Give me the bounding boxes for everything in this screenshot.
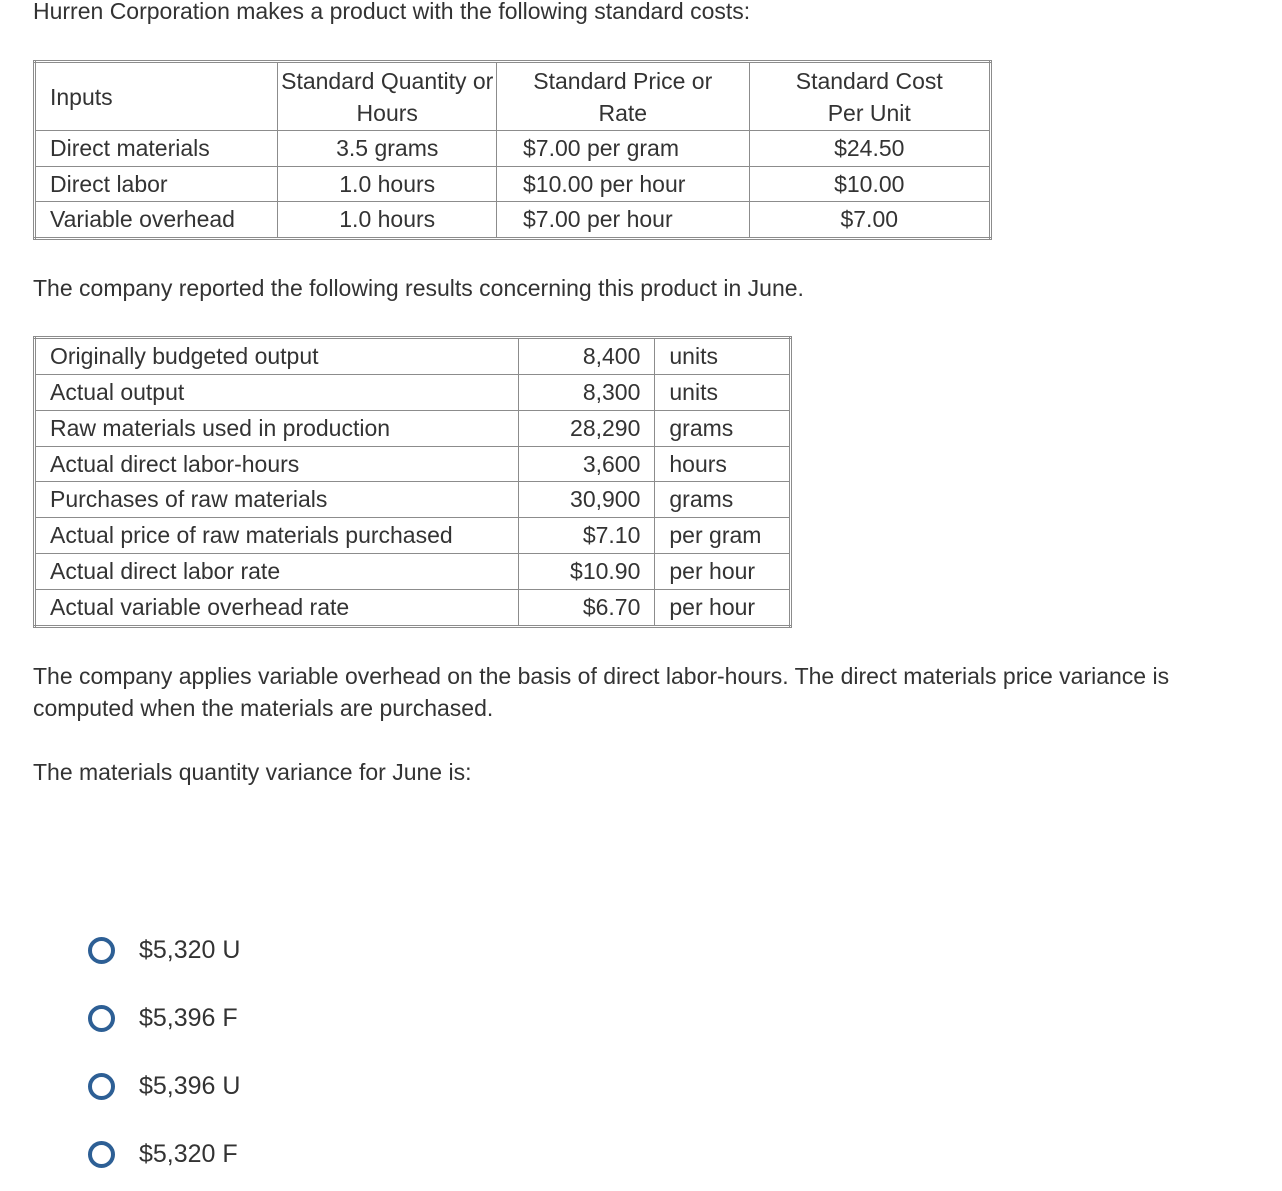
header-standard-price bbox=[497, 62, 750, 131]
result-unit: per hour bbox=[655, 554, 791, 590]
result-label: Actual output bbox=[35, 374, 519, 410]
answer-option-label: $5,320 U bbox=[139, 935, 241, 964]
price-cell: $7.00 per hour bbox=[497, 202, 750, 239]
table-row bbox=[35, 518, 791, 554]
table-row bbox=[35, 374, 791, 410]
result-label: Actual variable overhead rate bbox=[35, 590, 519, 627]
result-amount: 8,400 bbox=[519, 338, 655, 375]
result-amount: $7.10 bbox=[519, 518, 655, 554]
result-unit: grams bbox=[655, 482, 791, 518]
result-unit: hours bbox=[655, 446, 791, 482]
result-unit: units bbox=[655, 338, 791, 375]
header-standard-price-line2: Rate bbox=[598, 99, 648, 126]
header-inputs: Inputs bbox=[35, 62, 278, 131]
result-label: Raw materials used in production bbox=[35, 410, 519, 446]
header-standard-quantity bbox=[278, 62, 497, 131]
table-row bbox=[35, 446, 791, 482]
header-standard-cost-line1: Standard Cost bbox=[795, 67, 943, 94]
answer-option-label: $5,396 U bbox=[139, 1071, 241, 1100]
result-label: Purchases of raw materials bbox=[35, 482, 519, 518]
table-row bbox=[35, 131, 991, 167]
header-standard-quantity-line1: Standard Quantity or bbox=[281, 67, 494, 94]
header-standard-price-line1: Standard Price or bbox=[533, 67, 713, 94]
table-row bbox=[35, 410, 791, 446]
table-row bbox=[35, 338, 791, 375]
table-row bbox=[35, 166, 991, 202]
cost-cell: $7.00 bbox=[749, 202, 990, 239]
table-row bbox=[35, 202, 991, 239]
price-cell: $10.00 per hour bbox=[497, 166, 750, 202]
header-standard-quantity-line2: Hours bbox=[356, 99, 418, 126]
standard-costs-table bbox=[33, 60, 992, 240]
cost-cell: $24.50 bbox=[749, 131, 990, 167]
question-text: The materials quantity variance for June is: bbox=[33, 759, 472, 785]
input-name-cell: Variable overhead bbox=[35, 202, 278, 239]
answer-option-4[interactable] bbox=[86, 1134, 238, 1174]
answer-option-label: $5,320 F bbox=[139, 1139, 238, 1168]
quantity-cell: 1.0 hours bbox=[278, 202, 497, 239]
answer-option-2[interactable] bbox=[86, 998, 238, 1038]
radio-button-icon[interactable] bbox=[88, 1073, 115, 1100]
header-standard-cost bbox=[749, 62, 990, 131]
header-standard-cost-line2: Per Unit bbox=[827, 99, 911, 126]
result-amount: $6.70 bbox=[519, 590, 655, 627]
results-intro-text: The company reported the following results concerning this product in June. bbox=[33, 275, 804, 301]
result-unit: per gram bbox=[655, 518, 791, 554]
table-row bbox=[35, 482, 791, 518]
answer-option-label: $5,396 F bbox=[139, 1003, 238, 1032]
variable-overhead-note: The company applies variable overhead on the basis of direct labor-hours. The direct materials price variance is computed when the materials are purchased. bbox=[33, 663, 1170, 721]
table-header-row bbox=[35, 62, 991, 131]
result-amount: 8,300 bbox=[519, 374, 655, 410]
result-amount: 3,600 bbox=[519, 446, 655, 482]
june-results-table bbox=[33, 336, 792, 628]
answer-option-3[interactable] bbox=[86, 1066, 240, 1106]
result-amount: $10.90 bbox=[519, 554, 655, 590]
result-label: Actual direct labor-hours bbox=[35, 446, 519, 482]
radio-button-icon[interactable] bbox=[88, 937, 115, 964]
cost-cell: $10.00 bbox=[749, 166, 990, 202]
radio-button-icon[interactable] bbox=[88, 1005, 115, 1032]
table-row bbox=[35, 554, 791, 590]
result-amount: 28,290 bbox=[519, 410, 655, 446]
radio-button-icon[interactable] bbox=[88, 1141, 115, 1168]
quantity-cell: 3.5 grams bbox=[278, 131, 497, 167]
input-name-cell: Direct materials bbox=[35, 131, 278, 167]
price-cell: $7.00 per gram bbox=[497, 131, 750, 167]
result-amount: 30,900 bbox=[519, 482, 655, 518]
result-label: Actual direct labor rate bbox=[35, 554, 519, 590]
result-label: Originally budgeted output bbox=[35, 338, 519, 375]
input-name-cell: Direct labor bbox=[35, 166, 278, 202]
intro-text: Hurren Corporation makes a product with the following standard costs: bbox=[33, 0, 751, 24]
result-unit: per hour bbox=[655, 590, 791, 627]
result-unit: grams bbox=[655, 410, 791, 446]
answer-option-1[interactable] bbox=[86, 930, 240, 970]
result-unit: units bbox=[655, 374, 791, 410]
quantity-cell: 1.0 hours bbox=[278, 166, 497, 202]
table-row bbox=[35, 590, 791, 627]
result-label: Actual price of raw materials purchased bbox=[35, 518, 519, 554]
